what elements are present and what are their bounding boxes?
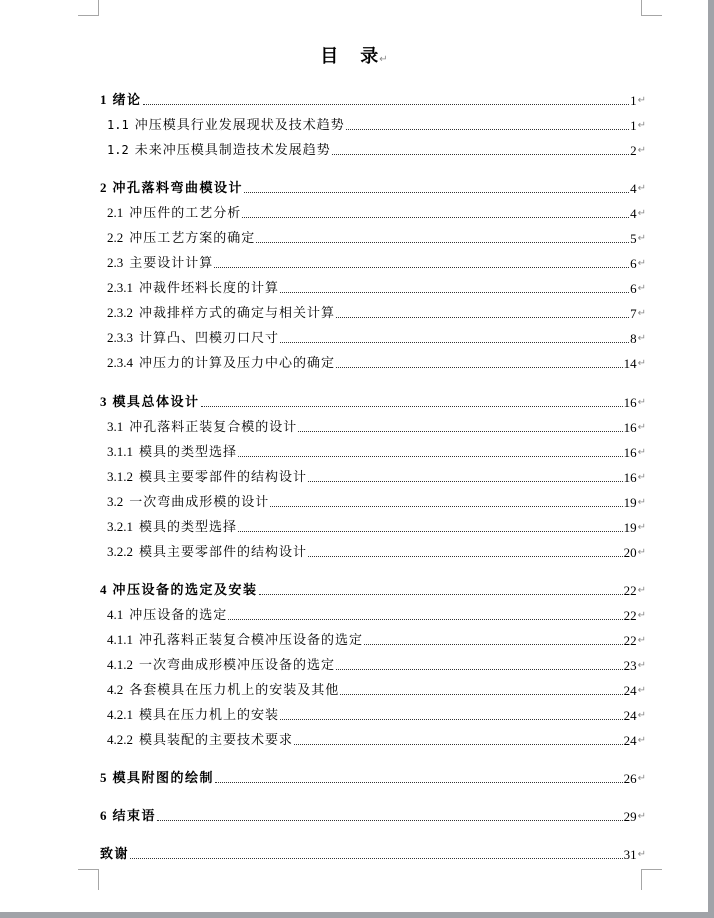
toc-entry-label bbox=[107, 230, 255, 247]
paragraph-mark-icon: ↵ bbox=[637, 522, 646, 533]
toc-entry[interactable] bbox=[107, 352, 646, 372]
dot-leader bbox=[238, 530, 623, 532]
toc-entry[interactable] bbox=[100, 177, 646, 197]
toc-entry-label bbox=[107, 544, 307, 561]
dot-leader bbox=[280, 291, 629, 293]
toc-entry[interactable] bbox=[107, 416, 646, 436]
toc-entry-number: 1 bbox=[100, 92, 107, 107]
toc-entry[interactable] bbox=[107, 302, 646, 322]
toc-entry[interactable] bbox=[100, 767, 646, 787]
toc-entry-number: 2 bbox=[100, 180, 107, 195]
dot-leader bbox=[280, 341, 629, 343]
toc-entry-number: 4.2.2 bbox=[107, 732, 133, 747]
dot-leader bbox=[256, 241, 629, 243]
toc-entry[interactable] bbox=[100, 579, 646, 599]
paragraph-mark-icon: ↵ bbox=[637, 472, 646, 483]
paragraph-mark-icon: ↵ bbox=[637, 849, 646, 860]
toc-entry-label bbox=[107, 444, 237, 461]
toc-entry-label bbox=[100, 808, 156, 825]
dot-leader bbox=[270, 505, 622, 507]
toc-entry-page-number: 22 bbox=[623, 608, 637, 623]
toc-entry-label bbox=[107, 494, 269, 511]
toc-entry-title: 冲压模具行业发展现状及技术趋势 bbox=[134, 118, 345, 133]
toc-entry-page-number: 23 bbox=[623, 658, 637, 673]
paragraph-mark-icon: ↵ bbox=[637, 120, 646, 131]
toc-entry-label bbox=[107, 607, 227, 624]
toc-entry-title: 冲压力的计算及压力中心的确定 bbox=[139, 356, 336, 371]
dot-leader bbox=[201, 405, 623, 407]
paragraph-mark-icon: ↵ bbox=[637, 811, 646, 822]
dot-leader bbox=[308, 480, 623, 482]
toc-entry-label bbox=[100, 582, 258, 599]
paragraph-mark-icon: ↵ bbox=[637, 635, 646, 646]
toc-entry-title: 模具在压力机上的安装 bbox=[139, 708, 280, 723]
toc-entry-label bbox=[107, 280, 279, 297]
paragraph-mark-icon: ↵ bbox=[637, 145, 646, 156]
toc-entry[interactable] bbox=[107, 252, 646, 272]
toc-entry-number: 1.1 bbox=[107, 118, 129, 132]
toc-entry[interactable] bbox=[107, 139, 646, 159]
toc-entry-page-number: 7 bbox=[630, 306, 637, 321]
dot-leader bbox=[294, 743, 623, 745]
toc-entry-number: 2.3.1 bbox=[107, 280, 133, 295]
toc-entry-number: 3.1.1 bbox=[107, 444, 133, 459]
dot-leader bbox=[242, 216, 629, 218]
margin-corner-top-right bbox=[641, 0, 662, 16]
toc-entry-page-number: 19 bbox=[623, 520, 637, 535]
toc-entry-title: 冲孔落料正装复合模冲压设备的选定 bbox=[139, 633, 364, 648]
toc-entry-page-number: 22 bbox=[623, 633, 637, 648]
toc-entry-label bbox=[107, 469, 307, 486]
toc-entry-page-number: 6 bbox=[630, 256, 637, 271]
toc-entry-page-number: 4 bbox=[630, 181, 637, 196]
paragraph-mark-icon: ↵ bbox=[637, 660, 646, 671]
toc-entry-number: 4.1.2 bbox=[107, 657, 133, 672]
toc-entry-number: 4.2 bbox=[107, 682, 124, 697]
toc-entry-page-number: 16 bbox=[623, 420, 637, 435]
toc-entry-page-number: 2 bbox=[630, 143, 637, 158]
dot-leader bbox=[157, 819, 623, 821]
dot-leader bbox=[332, 153, 629, 155]
toc-entry[interactable] bbox=[107, 729, 646, 749]
toc-entry[interactable] bbox=[107, 466, 646, 486]
toc-entry[interactable] bbox=[107, 516, 646, 536]
toc-entry[interactable] bbox=[107, 604, 646, 624]
toc-entry-label bbox=[107, 255, 213, 272]
dot-leader bbox=[336, 366, 623, 368]
toc-entry-number: 5 bbox=[100, 770, 107, 785]
toc-entry-number: 6 bbox=[100, 808, 107, 823]
paragraph-mark-icon: ↵ bbox=[637, 585, 646, 596]
toc-entry-label bbox=[107, 519, 237, 536]
paragraph-mark-icon: ↵ bbox=[637, 397, 646, 408]
toc-entry-number: 3.2 bbox=[107, 494, 124, 509]
toc-entry-number: 2.1 bbox=[107, 205, 124, 220]
toc-entry-number: 2.3 bbox=[107, 255, 124, 270]
toc-entry-label bbox=[107, 657, 335, 674]
toc-entry[interactable] bbox=[100, 391, 646, 411]
title-char-1: 目 bbox=[320, 46, 339, 67]
toc-entry-number: 3.2.1 bbox=[107, 519, 133, 534]
toc-entry-label bbox=[107, 682, 339, 699]
toc-entry-title: 致谢 bbox=[100, 847, 130, 862]
dot-leader bbox=[238, 455, 623, 457]
toc-entry-page-number: 20 bbox=[623, 545, 637, 560]
toc-entry-page-number: 8 bbox=[630, 331, 637, 346]
dot-leader bbox=[259, 593, 623, 595]
paragraph-mark-icon: ↵ bbox=[637, 283, 646, 294]
toc-entry-page-number: 16 bbox=[623, 445, 637, 460]
toc-entry[interactable] bbox=[107, 202, 646, 222]
toc-entry-number: 4.1.1 bbox=[107, 632, 133, 647]
dot-leader bbox=[364, 643, 623, 645]
dot-leader bbox=[228, 618, 622, 620]
toc-entry-page-number: 1 bbox=[630, 93, 637, 108]
toc-entry-number: 2.3.2 bbox=[107, 305, 133, 320]
toc-entry-title: 模具附图的绘制 bbox=[112, 771, 215, 786]
paragraph-mark-icon: ↵ bbox=[637, 183, 646, 194]
toc-entry-page-number: 26 bbox=[623, 771, 637, 786]
toc-entry-page-number: 16 bbox=[623, 395, 637, 410]
dot-leader bbox=[346, 128, 629, 130]
toc-entry-title: 模具的类型选择 bbox=[139, 520, 238, 535]
toc-entry-page-number: 16 bbox=[623, 470, 637, 485]
toc-entry[interactable] bbox=[107, 704, 646, 724]
margin-corner-bottom-left bbox=[78, 869, 99, 890]
toc-entry-page-number: 1 bbox=[630, 118, 637, 133]
toc-entry-title: 冲孔落料正装复合模的设计 bbox=[129, 420, 298, 435]
toc-entry-label bbox=[107, 419, 297, 436]
window-edge-bottom bbox=[0, 912, 714, 918]
toc-entry-page-number: 19 bbox=[623, 495, 637, 510]
dot-leader bbox=[143, 103, 630, 105]
dot-leader bbox=[280, 718, 623, 720]
dot-leader bbox=[130, 857, 623, 859]
paragraph-mark-icon: ↵ bbox=[637, 308, 646, 319]
toc-entry-page-number: 4 bbox=[630, 206, 637, 221]
toc-entry-label bbox=[107, 632, 363, 649]
dot-leader bbox=[244, 191, 629, 193]
margin-corner-top-left bbox=[78, 0, 99, 16]
toc-entry-label bbox=[107, 707, 279, 724]
toc-entry-label bbox=[107, 205, 241, 222]
toc-entry-title: 计算凸、凹模刃口尺寸 bbox=[139, 331, 280, 346]
toc-entry[interactable] bbox=[107, 541, 646, 561]
dot-leader bbox=[308, 555, 623, 557]
toc-entry-number: 3.1.2 bbox=[107, 469, 133, 484]
toc-entry-title: 模具主要零部件的结构设计 bbox=[139, 470, 308, 485]
margin-corner-bottom-right bbox=[641, 869, 662, 890]
toc-entry-title: 主要设计计算 bbox=[129, 256, 214, 271]
paragraph-mark-icon: ↵ bbox=[637, 233, 646, 244]
window-edge-right bbox=[708, 0, 714, 918]
toc-entry-number: 4.2.1 bbox=[107, 707, 133, 722]
toc-entry-label bbox=[100, 180, 243, 197]
paragraph-mark-icon: ↵ bbox=[637, 710, 646, 721]
paragraph-mark-icon: ↵ bbox=[637, 95, 646, 106]
toc-entry-title: 冲裁排样方式的确定与相关计算 bbox=[139, 306, 336, 321]
toc-entry-title: 绪论 bbox=[112, 93, 142, 108]
toc-entry[interactable] bbox=[107, 227, 646, 247]
paragraph-mark-icon: ↵ bbox=[637, 447, 646, 458]
toc-entry-title: 模具主要零部件的结构设计 bbox=[139, 545, 308, 560]
toc-entry-number: 4 bbox=[100, 582, 107, 597]
toc-entry-label bbox=[100, 92, 142, 109]
toc-entry-page-number: 22 bbox=[623, 583, 637, 598]
dot-leader bbox=[298, 430, 622, 432]
toc-entry-page-number: 31 bbox=[623, 847, 637, 862]
toc-entry-title: 冲压工艺方案的确定 bbox=[129, 231, 256, 246]
toc-entry-page-number: 6 bbox=[630, 281, 637, 296]
toc-entry-number: 2.3.3 bbox=[107, 330, 133, 345]
paragraph-mark-icon: ↵ bbox=[637, 497, 646, 508]
toc-entry[interactable] bbox=[107, 327, 646, 347]
toc-entry-title: 冲裁件坯料长度的计算 bbox=[139, 281, 280, 296]
toc-entry-title: 冲压设备的选定及安装 bbox=[112, 583, 258, 598]
toc-entry-page-number: 5 bbox=[630, 231, 637, 246]
toc-entry-title: 冲孔落料弯曲模设计 bbox=[112, 181, 244, 196]
toc-entry-page-number: 24 bbox=[623, 733, 637, 748]
toc-entry[interactable] bbox=[107, 441, 646, 461]
toc-entry-page-number: 24 bbox=[623, 708, 637, 723]
toc-entry-page-number: 14 bbox=[623, 356, 637, 371]
toc-entry[interactable] bbox=[107, 277, 646, 297]
toc-entry-title: 各套模具在压力机上的安装及其他 bbox=[129, 683, 340, 698]
paragraph-mark-icon: ↵ bbox=[637, 685, 646, 696]
toc-entry-title: 未来冲压模具制造技术发展趋势 bbox=[134, 143, 331, 158]
toc-entry-label bbox=[107, 142, 331, 159]
toc-entry[interactable] bbox=[107, 491, 646, 511]
paragraph-mark-icon: ↵ bbox=[637, 208, 646, 219]
toc-entry-label bbox=[100, 394, 200, 411]
title-char-2: 录 bbox=[360, 46, 379, 67]
toc-entry-label bbox=[107, 732, 293, 749]
toc-entry-number: 3 bbox=[100, 394, 107, 409]
toc-entry-title: 冲压设备的选定 bbox=[129, 608, 228, 623]
toc-entry-title: 模具装配的主要技术要求 bbox=[139, 733, 294, 748]
toc-entry-label bbox=[107, 330, 279, 347]
dot-leader bbox=[215, 781, 623, 783]
toc-entry-label bbox=[100, 847, 129, 863]
dot-leader bbox=[336, 316, 629, 318]
toc-entry-title: 一次弯曲成形模冲压设备的选定 bbox=[139, 658, 336, 673]
dot-leader bbox=[214, 266, 629, 268]
toc-entry[interactable] bbox=[107, 679, 646, 699]
toc-entry[interactable] bbox=[107, 654, 646, 674]
toc-entry[interactable] bbox=[107, 114, 646, 134]
toc-entry-number: 4.1 bbox=[107, 607, 124, 622]
toc-entry-page-number: 29 bbox=[623, 809, 637, 824]
page-title bbox=[0, 42, 708, 68]
paragraph-mark-icon: ↵ bbox=[637, 773, 646, 784]
toc-entry-number: 2.2 bbox=[107, 230, 124, 245]
paragraph-mark-icon: ↵ bbox=[637, 258, 646, 269]
paragraph-mark-icon: ↵ bbox=[637, 610, 646, 621]
toc-entry-title: 结束语 bbox=[112, 809, 157, 824]
dot-leader bbox=[340, 693, 622, 695]
toc-entry-title: 一次弯曲成形模的设计 bbox=[129, 495, 270, 510]
toc-entry[interactable] bbox=[100, 89, 646, 109]
toc-entry-number: 3.1 bbox=[107, 419, 124, 434]
toc-entry-label bbox=[100, 770, 214, 787]
paragraph-mark-icon: ↵ bbox=[379, 54, 388, 65]
toc-entry-title: 模具总体设计 bbox=[112, 395, 200, 410]
toc-entry-number: 1.2 bbox=[107, 143, 129, 157]
toc-entry[interactable] bbox=[107, 629, 646, 649]
paragraph-mark-icon: ↵ bbox=[637, 333, 646, 344]
toc-entry-label bbox=[107, 355, 335, 372]
toc-entry-page-number: 24 bbox=[623, 683, 637, 698]
toc-entry[interactable] bbox=[100, 843, 646, 863]
paragraph-mark-icon: ↵ bbox=[637, 735, 646, 746]
toc-entry-title: 模具的类型选择 bbox=[139, 445, 238, 460]
toc-entry-label bbox=[107, 305, 335, 322]
paragraph-mark-icon: ↵ bbox=[637, 422, 646, 433]
toc-entry-title: 冲压件的工艺分析 bbox=[129, 206, 242, 221]
toc-entry-label bbox=[107, 117, 345, 134]
toc-entry-number: 3.2.2 bbox=[107, 544, 133, 559]
paragraph-mark-icon: ↵ bbox=[637, 358, 646, 369]
dot-leader bbox=[336, 668, 623, 670]
toc-entry[interactable] bbox=[100, 805, 646, 825]
paragraph-mark-icon: ↵ bbox=[637, 547, 646, 558]
toc-entry-number: 2.3.4 bbox=[107, 355, 133, 370]
